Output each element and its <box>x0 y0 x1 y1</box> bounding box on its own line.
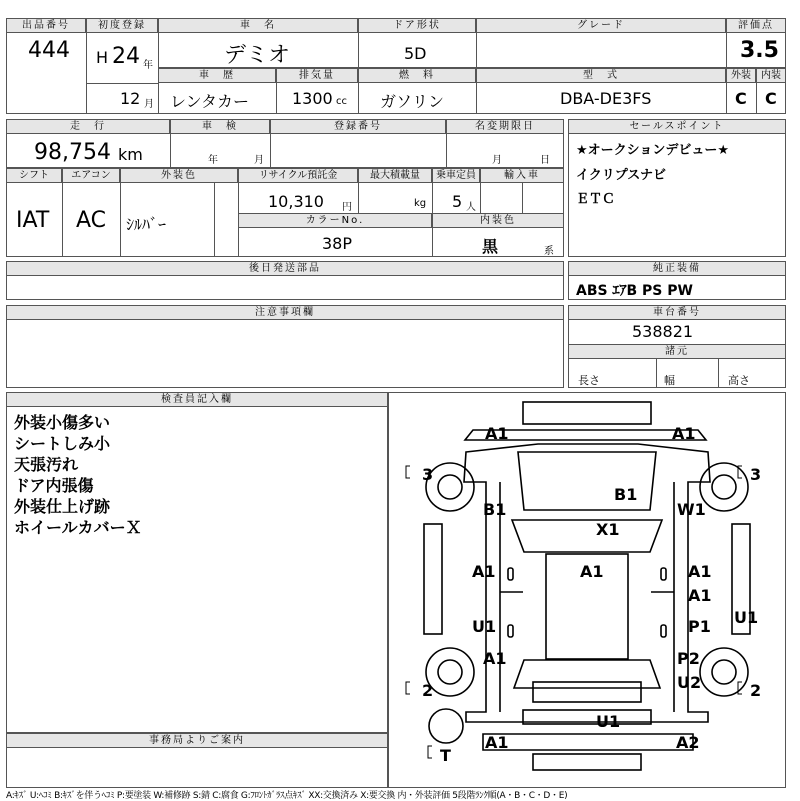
lot-no: 444 <box>28 38 70 63</box>
interior-color-unit: 系 <box>544 246 554 257</box>
mark-left-rear-door-u1: U1 <box>472 617 497 636</box>
inspector-label: 検査員記入欄 <box>6 392 388 407</box>
door-label: ドア形状 <box>358 18 476 33</box>
mark-right-quarter-p2: P2 <box>677 649 700 668</box>
mileage-unit: km <box>118 145 143 164</box>
max-load-label: 最大積載量 <box>358 168 432 183</box>
fuel-label: 燃 料 <box>358 68 476 83</box>
chassis-number: 538821 <box>632 322 694 341</box>
specs-width: 幅 <box>664 374 675 387</box>
mark-right-3: 3 <box>750 465 762 484</box>
mark-rear-right-a2: A2 <box>676 733 700 752</box>
displacement: 1300 <box>292 89 333 108</box>
mark-rear-u1: U1 <box>596 712 621 731</box>
grade-label: グレード <box>476 18 726 33</box>
model: DBA-DE3FS <box>560 89 652 108</box>
interior-label: 内装 <box>756 68 786 83</box>
sales-point-label: セールスポイント <box>568 119 786 134</box>
ac-label: エアコン <box>62 168 120 183</box>
inspector-note-3: 天張汚れ <box>14 455 79 474</box>
inspector-note-2: シートしみ小 <box>14 434 111 453</box>
mark-right-sill-u1: U1 <box>734 608 759 627</box>
mark-right-door-a1-lower: A1 <box>688 586 712 605</box>
score-label: 評価点 <box>726 18 786 33</box>
history: レンタカー <box>170 92 249 111</box>
interior-color-label: 内装色 <box>432 213 564 228</box>
inspection-label: 車 検 <box>170 119 270 134</box>
shift-label: シフト <box>6 168 62 183</box>
color-no: 38P <box>322 234 353 253</box>
capacity-label: 乗車定員 <box>432 168 480 183</box>
import-label: 輸入車 <box>480 168 564 183</box>
mark-roof-a1: A1 <box>580 562 604 581</box>
mark-right-fender-w1: W1 <box>677 500 706 519</box>
mark-rear-left-a1: A1 <box>485 733 509 752</box>
door: 5D <box>404 44 427 63</box>
mark-right-2: 2 <box>750 681 762 700</box>
equipment-value: ABS ｴｱB PS PW <box>576 283 693 299</box>
first-reg-label: 初度登録 <box>86 18 158 33</box>
inspector-note-1: 外装小傷多い <box>14 413 111 432</box>
model-label: 型 式 <box>476 68 726 83</box>
max-load-unit: kg <box>414 198 427 209</box>
first-reg-month: 12 <box>120 89 141 108</box>
notes-label: 注意事項欄 <box>6 305 564 320</box>
recycle-unit: 円 <box>342 202 352 213</box>
capacity-unit: 人 <box>466 202 476 213</box>
fuel: ガソリン <box>380 92 445 111</box>
mark-left-quarter-a1: A1 <box>483 649 507 668</box>
sales-line-2: イクリプスナビ <box>576 168 666 183</box>
sales-line-3: ＥＴＣ <box>576 192 616 207</box>
mileage: 98,754 <box>34 140 111 165</box>
lot-no-label: 出品番号 <box>6 18 86 33</box>
inspector-note-4: ドア内張傷 <box>14 476 94 495</box>
mark-right-door-a1: A1 <box>688 562 712 581</box>
era: H <box>96 48 109 67</box>
inspection-year-unit: 年 <box>208 155 218 166</box>
mark-left-2: 2 <box>422 681 434 700</box>
chassis-label: 車台番号 <box>568 305 786 320</box>
equipment-label: 純正装備 <box>568 261 786 276</box>
mark-right-quarter-u2: U2 <box>677 673 702 692</box>
car-name: デミオ <box>224 43 291 68</box>
year-unit: 年 <box>143 60 153 71</box>
legend: A:ｷｽﾞ U:ﾍｺﾐ B:ｷｽﾞを伴うﾍｺﾐ P:要塗装 W:補修跡 S:錆 C:腐食 G:ﾌﾛﾝﾄｶﾞﾗｽ点ｷｽﾞ XX:交換済み X:要交換 内・外装評価 5段階ﾗﾝｸ順(A・B・C・D・E) <box>6 791 568 801</box>
color-no-label: カラーNo. <box>238 213 432 228</box>
transfer-deadline-label: 名変期限日 <box>446 119 564 134</box>
transfer-day-unit: 日 <box>540 155 550 166</box>
mark-spare-t: T <box>440 746 451 765</box>
mark-hood-b1: B1 <box>614 485 638 504</box>
specs-length: 長さ <box>578 374 600 387</box>
mark-left-fender-b1: B1 <box>483 500 507 519</box>
parts-label: 後日発送部品 <box>6 261 564 276</box>
displacement-label: 排気量 <box>276 68 358 83</box>
inspector-note-6: ホイールカバーＸ <box>14 518 142 537</box>
mark-front-left-a1: A1 <box>485 424 509 443</box>
interior-color: 黒 <box>482 237 499 256</box>
capacity: 5 <box>452 192 463 211</box>
shift: IAT <box>16 208 50 233</box>
transfer-month-unit: 月 <box>492 155 502 166</box>
first-reg-year: 24 <box>112 44 140 69</box>
color-label: 外装色 <box>120 168 238 183</box>
exterior-label: 外装 <box>726 68 756 83</box>
inspection-month-unit: 月 <box>254 155 264 166</box>
displacement-unit: cc <box>336 96 347 107</box>
mileage-label: 走 行 <box>6 119 170 134</box>
recycle-label: リサイクル預託金 <box>238 168 358 183</box>
mark-windshield-x1: X1 <box>596 520 620 539</box>
office-label: 事務局よりご案内 <box>6 733 388 748</box>
mark-left-3: 3 <box>422 465 434 484</box>
inspector-note-5: 外装仕上げ跡 <box>14 497 111 516</box>
registration-label: 登録番号 <box>270 119 446 134</box>
car-diagram <box>388 392 786 788</box>
score: 3.5 <box>740 38 779 63</box>
color: ｼﾙﾊﾞｰ <box>126 215 167 234</box>
month-unit: 月 <box>144 99 154 110</box>
history-label: 車 歴 <box>158 68 276 83</box>
specs-height: 高さ <box>728 374 750 387</box>
exterior-grade: C <box>735 89 747 108</box>
mark-front-right-a1: A1 <box>672 424 696 443</box>
sales-line-1: ★オークションデビュー★ <box>576 143 730 158</box>
recycle: 10,310 <box>268 192 324 211</box>
interior-grade: C <box>765 89 777 108</box>
mark-right-rear-door-p1: P1 <box>688 617 711 636</box>
car-name-label: 車 名 <box>158 18 358 33</box>
ac: AC <box>76 208 107 233</box>
specs-label: 諸元 <box>568 344 786 359</box>
mark-left-door-a1: A1 <box>472 562 496 581</box>
